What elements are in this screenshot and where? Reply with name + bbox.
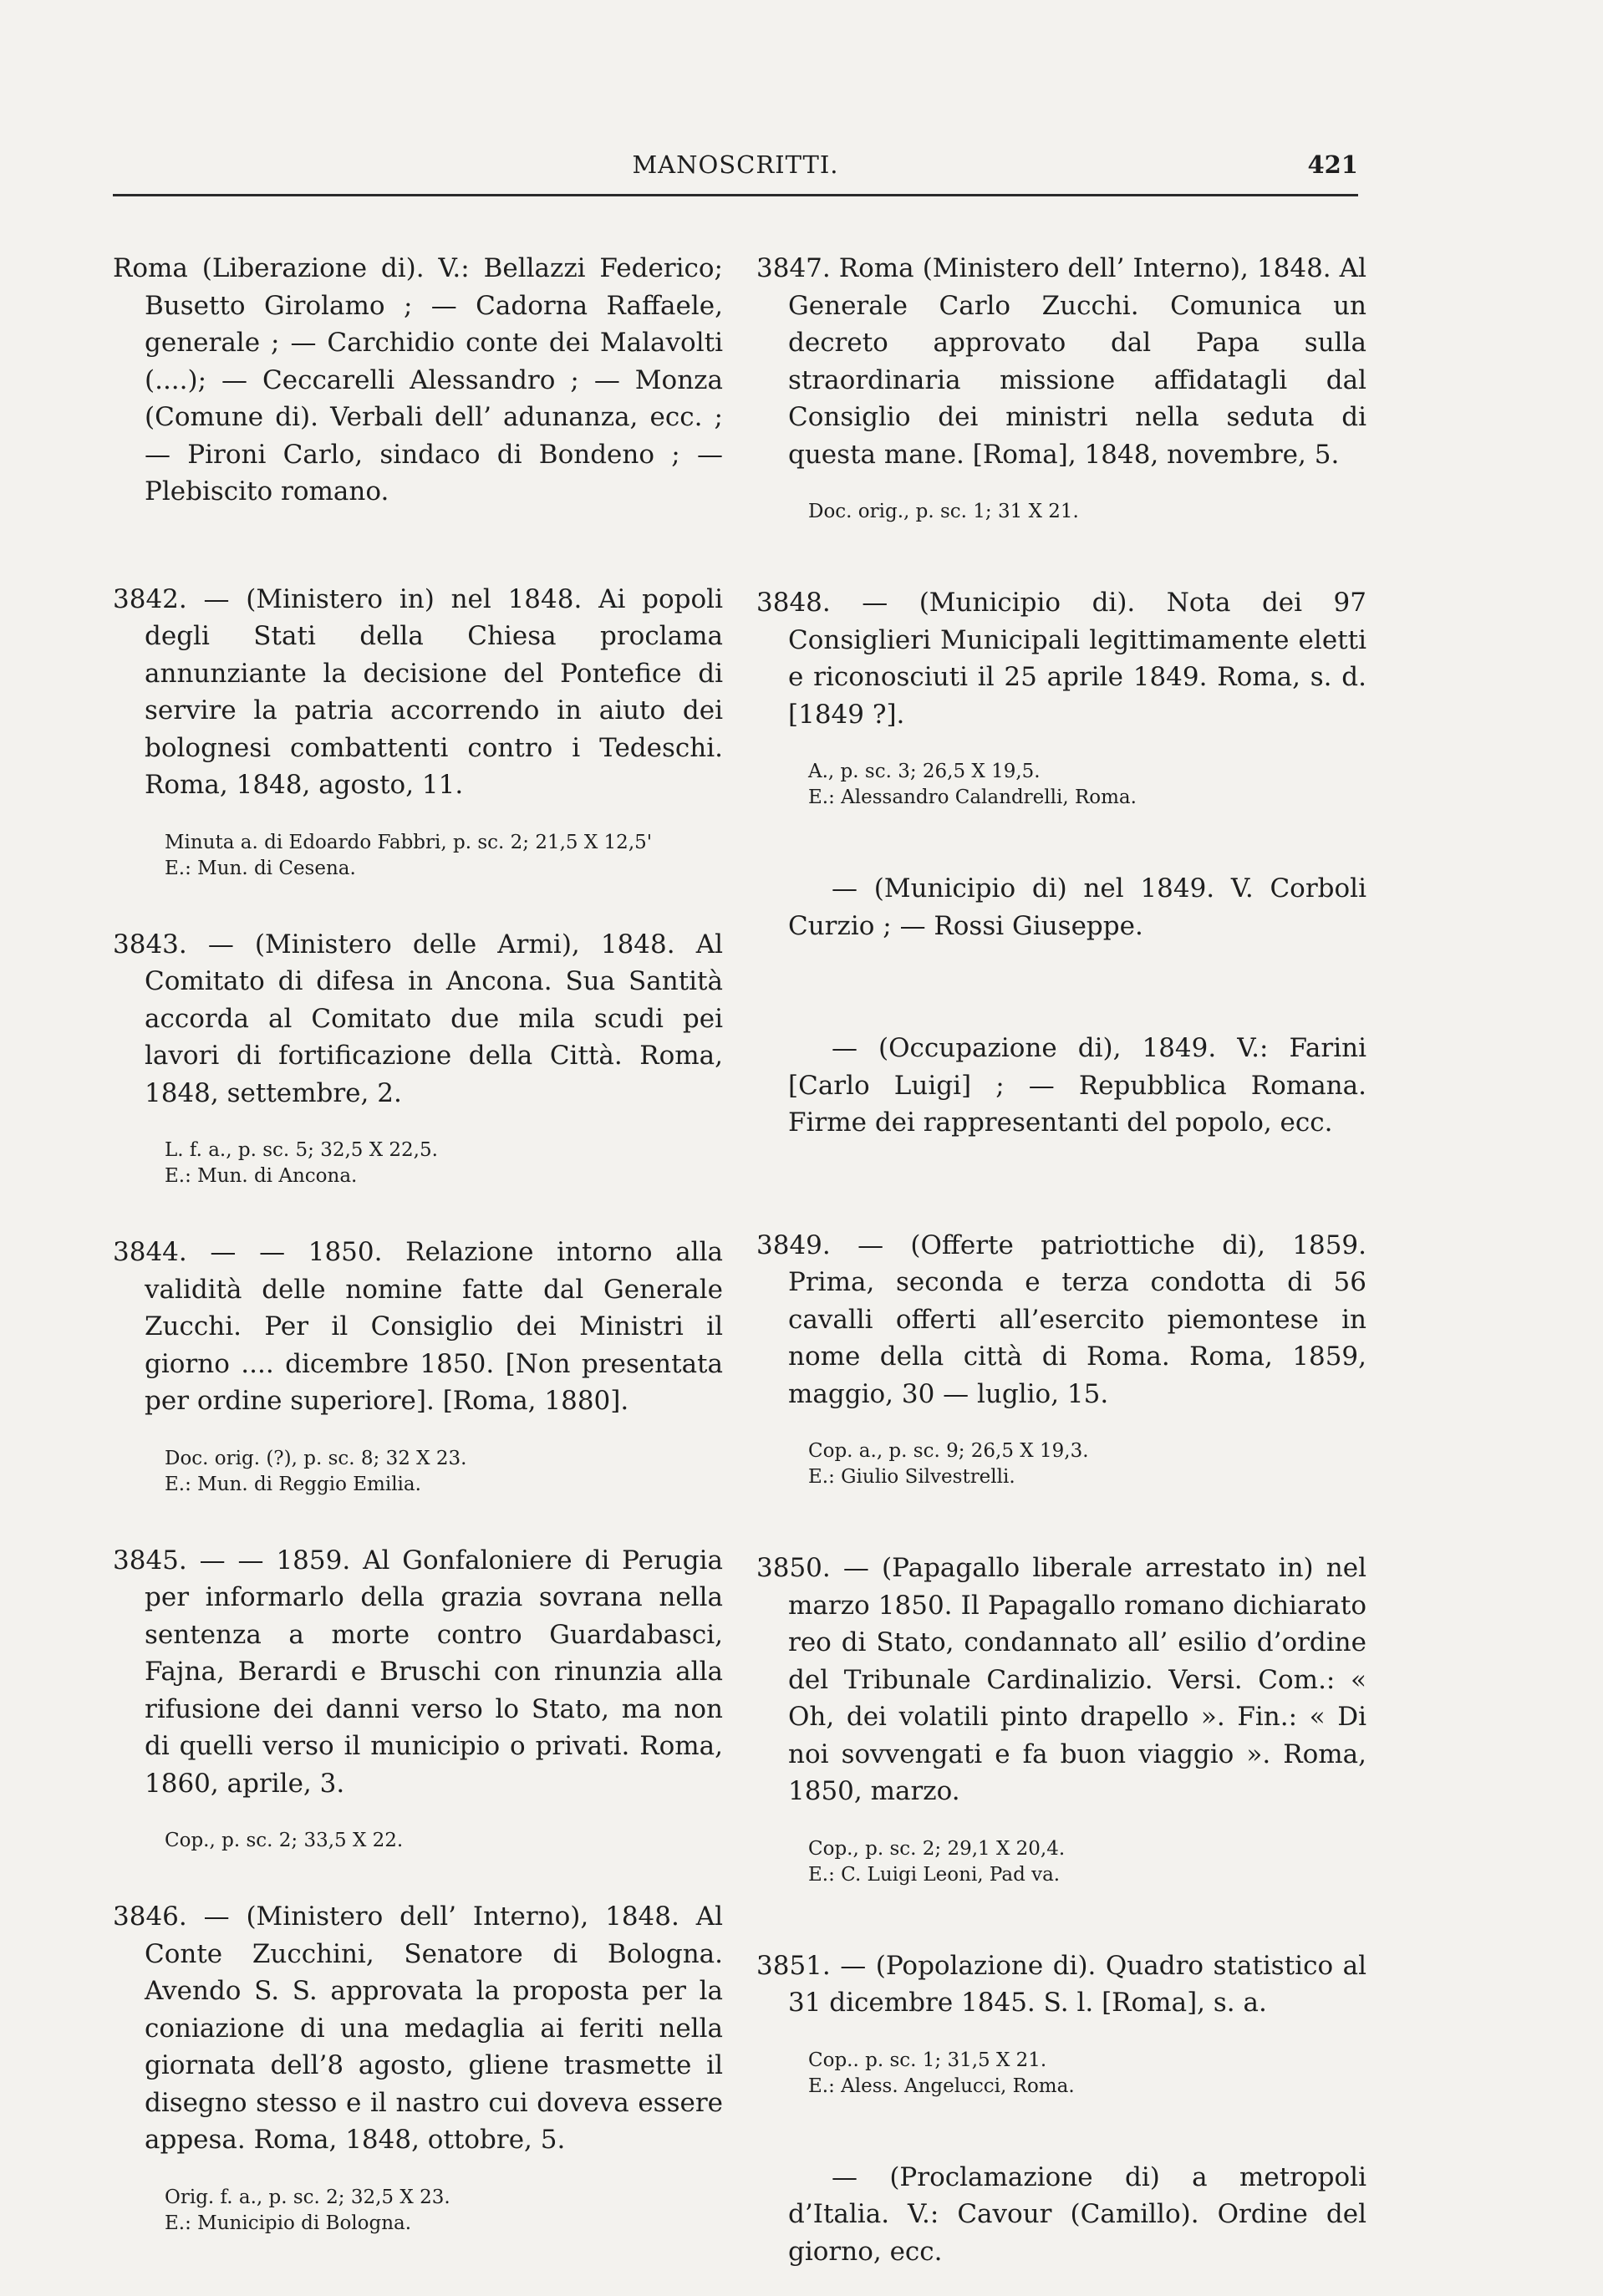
entry-3846: 3846. — (Ministero dell’ Interno), 1848. Al Conte Zucchini, Senatore di Bologna. Avendo S. S. approvata la proposta per la coniazione di una medaglia ai feriti nella giornata dell’8 agosto, gliene trasmette il disegno stesso e il nastro cui doveva essere appesa. Roma, 1848, ottobre, 5.	[113, 1901, 723, 2155]
right-column	[756, 224, 1366, 2296]
entry-3850-desc: Cop., p. sc. 2; 29,1 X 20,4.	[808, 1837, 1066, 1860]
entry-3843: 3843. — (Ministero delle Armi), 1848. Al Comitato di difesa in Ancona. Sua Santità accorda al Comitato due mila scudi pei lavori di fortificazione della Città. Roma, 1848, settembre, 2.	[113, 929, 723, 1108]
entry-3843-desc: L. f. a., p. sc. 5; 32,5 X 22,5.	[165, 1139, 438, 1161]
entry-3844: 3844. — — 1850. Relazione intorno alla validità delle nomine fatte dal Generale Zucchi. Per il Consiglio dei Ministri il giorno .... dicembre 1850. [Non presentata per ordine superiore]. [Roma, 1880].	[113, 1237, 723, 1416]
entry-3842-desc: Minuta a. di Edoardo Fabbri, p. sc. 2; 21,5 X 12,5'	[165, 831, 653, 853]
entry-3849-owner: E.: Giulio Silvestrelli.	[808, 1466, 1015, 1488]
running-title: MANOSCRITTI.	[632, 150, 839, 179]
page-number: 421	[1307, 150, 1358, 179]
entry-3842-owner: E.: Mun. di Cesena.	[165, 857, 356, 879]
left-column	[113, 224, 723, 2237]
entry-3844-desc: Doc. orig. (?), p. sc. 8; 32 X 23.	[165, 1447, 467, 1469]
entry-3851: 3851. — (Popolazione di). Quadro statistico al 31 dicembre 1845. S. l. [Roma], s. a.	[756, 1950, 1366, 2018]
entry-3851-owner: E.: Aless. Angelucci, Roma.	[808, 2075, 1075, 2097]
entry-3843-owner: E.: Mun. di Ancona.	[165, 1165, 358, 1187]
entry-3847-desc: Doc. orig., p. sc. 1; 31 X 21.	[808, 501, 1079, 522]
entry-3846-desc: Orig. f. a., p. sc. 2; 32,5 X 23.	[165, 2186, 450, 2208]
cross-ref-proclamazione: — (Proclamazione di) a metropoli d’Italia. V.: Cavour (Camillo). Ordine del giorno, ecc.	[788, 2161, 1366, 2267]
cross-ref-occupazione: — (Occupazione di), 1849. V.: Farini [Carlo Luigi] ; — Repubblica Romana. Firme dei rappresentanti del popolo, ecc.	[788, 1033, 1366, 1138]
entry-roma-liberazione: Roma (Liberazione di). V.: Bellazzi Federico; Busetto Girolamo ; — Cadorna Raffaele, generale ; — Carchidio conte dei Malavolti (....); — Ceccarelli Alessandro ; — Monza (Comune di). Verbali dell’ adunanza, ecc. ; — Pironi Carlo, sindaco di Bondeno ; — Plebiscito romano.	[113, 253, 723, 507]
entry-3848-desc: A., p. sc. 3; 26,5 X 19,5.	[808, 761, 1041, 782]
entry-3846-owner: E.: Municipio di Bologna.	[165, 2212, 412, 2234]
entry-3848-owner: E.: Alessandro Calandrelli, Roma.	[808, 787, 1137, 808]
entry-3842: 3842. — (Ministero in) nel 1848. Ai popoli degli Stati della Chiesa proclama annunziante la decisione del Pontefice di servire la patria accorrendo in aiuto dei bolognesi combattenti contro i Tedeschi. Roma, 1848, agosto, 11.	[113, 583, 723, 800]
entry-3849-desc: Cop. a., p. sc. 9; 26,5 X 19,3.	[808, 1440, 1089, 1462]
entry-3844-owner: E.: Mun. di Reggio Emilia.	[165, 1473, 421, 1495]
entry-3850: 3850. — (Papagallo liberale arrestato in) nel marzo 1850. Il Papagallo romano dichiarato reo di Stato, condannato all’ esilio d’ordine del Tribunale Cardinalizio. Versi. Com.: « Oh, dei volatili pinto drapello ». Fin.: « Di noi sovvengati e fa buon viaggio ». Roma, 1850, marzo.	[756, 1553, 1366, 1806]
header-rule	[113, 194, 1358, 196]
entry-3847: 3847. Roma (Ministero dell’ Interno), 1848. Al Generale Carlo Zucchi. Comunica un decreto approvato dal Papa sulla straordinaria missione affidatagli dal Consiglio dei ministri nella seduta di questa mane. [Roma], 1848, novembre, 5.	[756, 253, 1366, 470]
entry-3845-desc: Cop., p. sc. 2; 33,5 X 22.	[165, 1830, 404, 1851]
entry-3850-owner: E.: C. Luigi Leoni, Pad va.	[808, 1863, 1061, 1886]
page-header	[113, 150, 1358, 184]
cross-ref-municipio: — (Municipio di) nel 1849. V. Corboli Curzio ; — Rossi Giuseppe.	[788, 873, 1366, 941]
entry-3845: 3845. — — 1859. Al Gonfaloniere di Perugia per informarlo della grazia sovrana nella sentenza a morte contro Guardabasci, Fajna, Berardi e Bruschi con rinunzia alla rifusione dei danni verso lo Stato, ma non di quelli verso il municipio o privati. Roma, 1860, aprile, 3.	[113, 1545, 723, 1799]
entry-3851-desc: Cop.. p. sc. 1; 31,5 X 21.	[808, 2049, 1047, 2071]
entry-3849: 3849. — (Offerte patriottiche di), 1859. Prima, seconda e terza condotta di 56 cavalli offerti all’esercito piemontese in nome della città di Roma. Roma, 1859, maggio, 30 — luglio, 15.	[756, 1229, 1366, 1409]
entry-3848: 3848. — (Municipio di). Nota dei 97 Consiglieri Municipali legittimamente eletti e riconosciuti il 25 aprile 1849. Roma, s. d. [1849 ?].	[756, 588, 1366, 730]
